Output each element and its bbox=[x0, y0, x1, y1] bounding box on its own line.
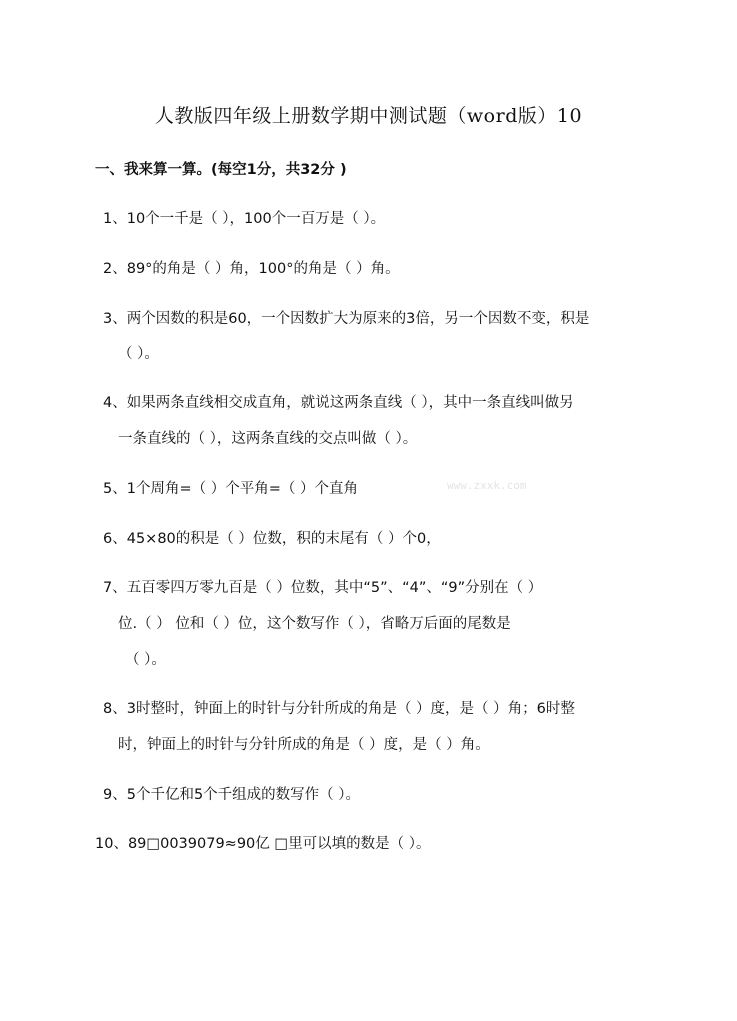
question-2: 2、89°的角是（ ）角，100°的角是（ ）角。 bbox=[103, 261, 400, 277]
question-5: 5、1个周角=（ ）个平角=（ ）个直角 bbox=[103, 481, 358, 497]
question-7: 7、五百零四万零九百是（ ）位数，其中“5”、“4”、“9”分别在（ ） bbox=[103, 580, 543, 596]
watermark: www.zxxk.com bbox=[447, 479, 527, 492]
question-3-cont: （ ）。 bbox=[118, 346, 159, 362]
question-4: 4、如果两条直线相交成直角，就说这两条直线（ ），其中一条直线叫做另 bbox=[103, 395, 574, 411]
question-4-cont: 一条直线的（ ），这两条直线的交点叫做（ ）。 bbox=[118, 431, 418, 447]
page-title: 人教版四年级上册数学期中测试题（word版）10 bbox=[154, 105, 583, 127]
question-10: 10、89□0039079≈90亿 □里可以填的数是（ ）。 bbox=[95, 836, 431, 852]
question-8-cont: 时，钟面上的时针与分针所成的角是（ ）度，是（ ）角。 bbox=[118, 737, 490, 753]
question-9: 9、5个千亿和5个千组成的数写作（ ）。 bbox=[103, 787, 361, 803]
question-1: 1、10个一千是（ ），100个一百万是（ ）。 bbox=[103, 211, 386, 227]
question-7-cont-2: （ ）。 bbox=[125, 652, 166, 668]
question-6: 6、45×80的积是（ ）位数，积的末尾有（ ）个0， bbox=[103, 531, 441, 547]
question-7-cont-1: 位.（ ） 位和（ ）位，这个数写作（ ），省略万后面的尾数是 bbox=[118, 616, 511, 632]
question-8: 8、3时整时，钟面上的时针与分针所成的角是（ ）度，是（ ）角；6时整 bbox=[103, 701, 575, 717]
question-3: 3、两个因数的积是60，一个因数扩大为原来的3倍，另一个因数不变，积是 bbox=[103, 311, 590, 327]
section-heading: 一、我来算一算。(每空1分，共32分 ) bbox=[95, 162, 347, 178]
